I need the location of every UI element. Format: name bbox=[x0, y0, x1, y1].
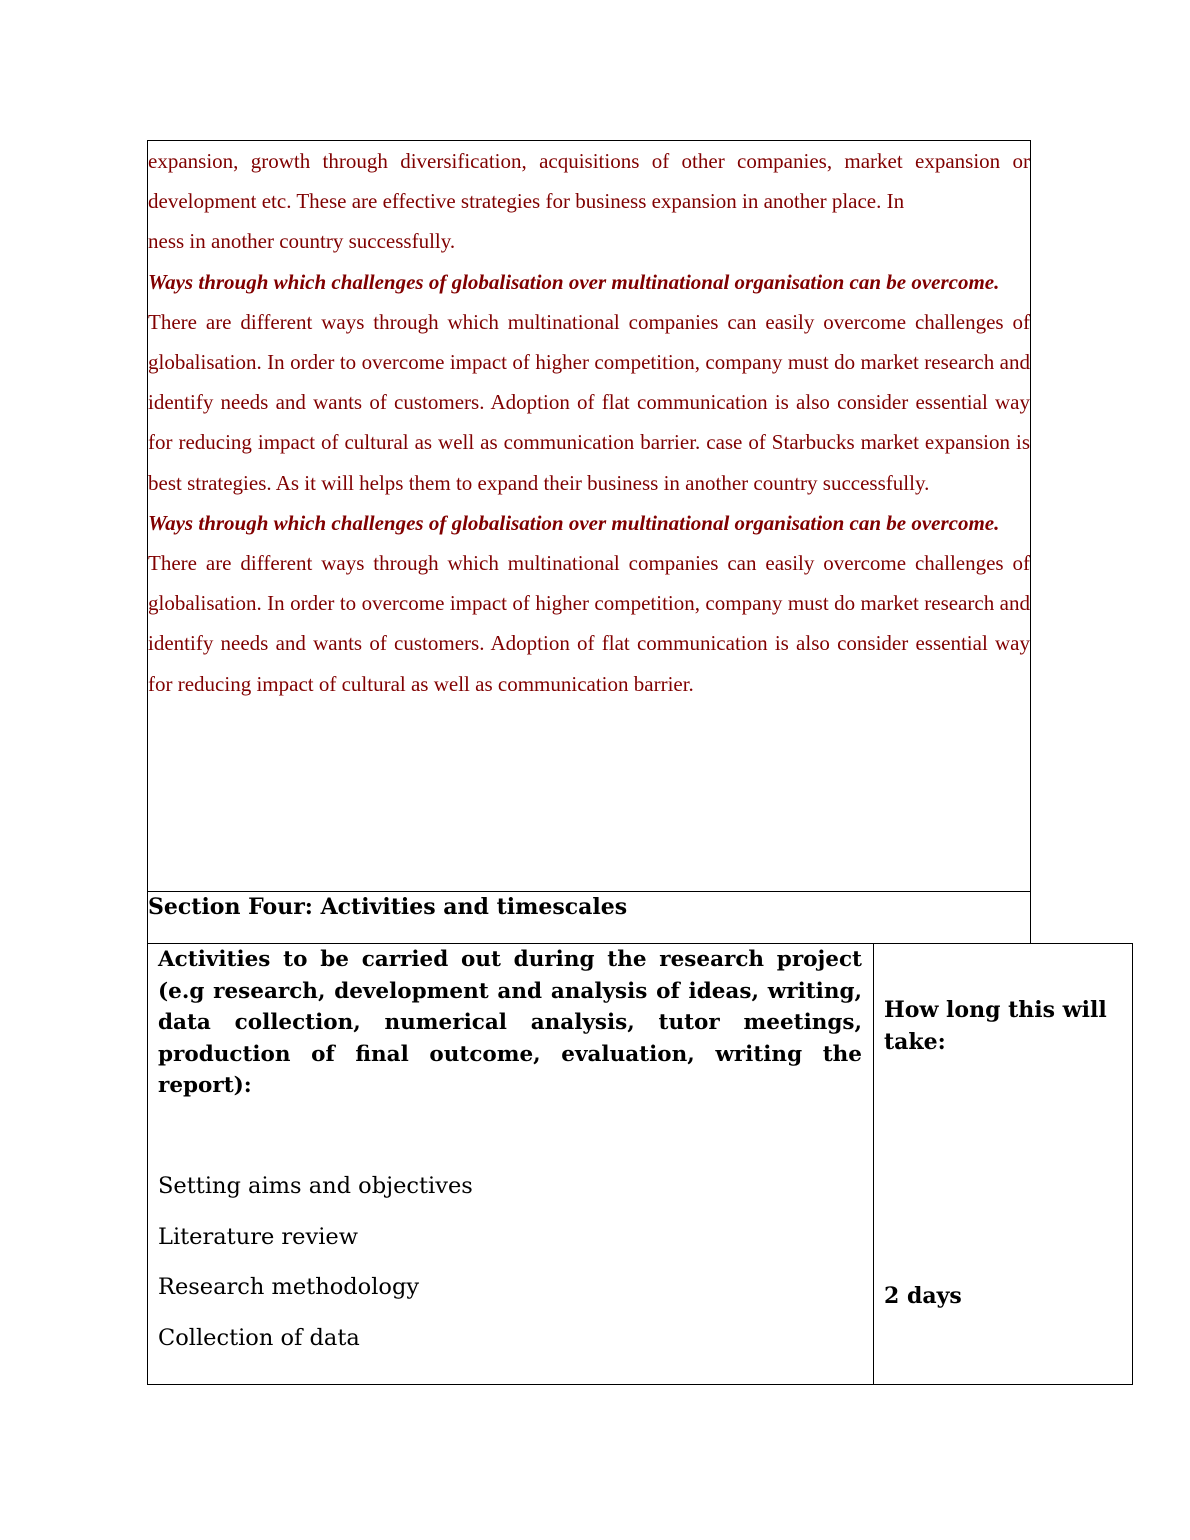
activities-column bbox=[148, 944, 874, 1384]
narrative-text-box bbox=[147, 140, 1031, 892]
heading-globalisation-challenges-1: Ways through which challenges of globalisation over multinational organisation can be overcome. bbox=[148, 269, 1000, 294]
duration-header: How long this will take: bbox=[884, 997, 1107, 1055]
paragraph-globalisation-1: There are different ways through which multinational companies can easily overcome challenges of globalisation. In order to overcome impact of higher competition, company must do market research and identify needs and wants of customers. Adoption of flat communication is also consider essential way for reducing impact of cultural as well as communication barrier. case of Starbucks market expansion is best strategies. As it will helps them to expand their business in another country successfully. bbox=[148, 309, 1030, 495]
activity-item: Literature review bbox=[158, 1224, 358, 1250]
duration-value: 2 days bbox=[884, 1283, 962, 1309]
paragraph-expansion bbox=[148, 141, 1030, 221]
activity-item: Research methodology bbox=[158, 1274, 420, 1300]
activity-item: Collection of data bbox=[158, 1325, 360, 1351]
paragraph-globalisation-2: There are different ways through which multinational companies can easily overcome challenges of globalisation. In order to overcome impact of higher competition, company must do market research and identify needs and wants of customers. Adoption of flat communication is also consider essential way for reducing impact of cultural as well as communication barrier. bbox=[148, 551, 1030, 696]
section-four-title bbox=[147, 891, 1031, 944]
paragraph-expansion-text: expansion, growth through diversification, acquisitions of other companies, market expansion or development etc. These are effective strategies for business expansion in another place. In bbox=[148, 149, 1030, 214]
duration-column bbox=[874, 944, 1132, 1384]
activities-table bbox=[147, 943, 1133, 1385]
activity-item: Setting aims and objectives bbox=[158, 1173, 473, 1199]
heading-globalisation-challenges-2: Ways through which challenges of globalisation over multinational organisation can be overcome. bbox=[148, 510, 1000, 535]
activities-header: Activities to be carried out during the research project (e.g research, development and analysis of ideas, writing, data collection, numerical analysis, tutor meetings, production of final outcome, evaluation, writing the report): bbox=[158, 947, 862, 1098]
section-four-title-text: Section Four: Activities and timescales bbox=[148, 894, 628, 920]
paragraph-expansion-continued: ness in another country successfully. bbox=[148, 229, 456, 254]
